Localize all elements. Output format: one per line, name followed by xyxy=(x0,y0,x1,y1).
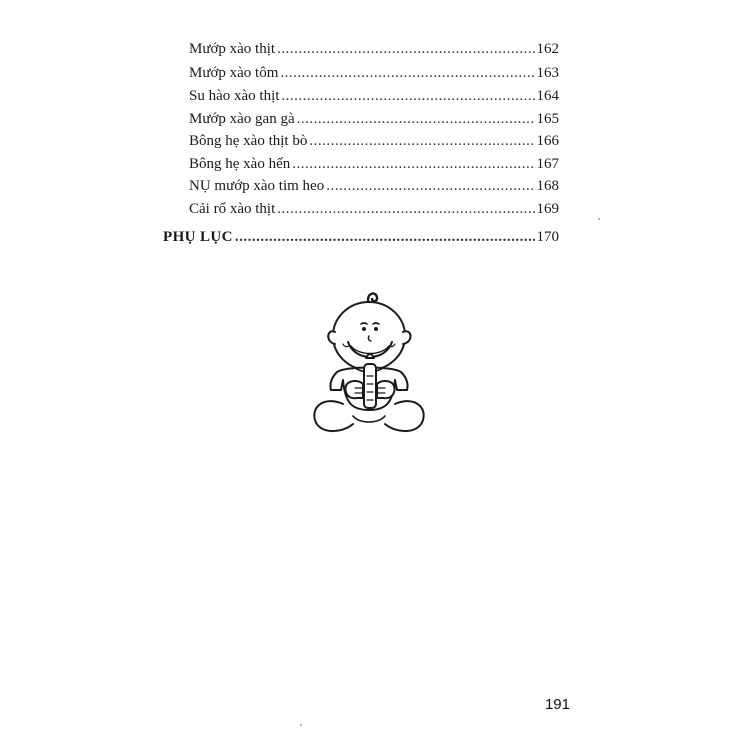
toc-entry xyxy=(189,155,559,173)
paper-speck xyxy=(300,724,302,726)
toc-section-entry xyxy=(163,228,559,246)
toc-entry-label: Cải rổ xào thịt xyxy=(189,201,276,217)
dot-leader xyxy=(309,132,534,150)
toc-entry xyxy=(189,177,559,195)
dot-leader xyxy=(280,64,534,82)
toc-entry-label: Mướp xào thịt xyxy=(189,41,276,57)
toc-entry xyxy=(189,200,559,218)
toc-entry-label: Bông hẹ xào hến xyxy=(189,156,291,172)
dot-leader xyxy=(326,177,534,195)
toc-entry-label: Su hào xào thịt xyxy=(189,88,280,104)
dot-leader xyxy=(277,40,534,58)
toc-entry-page: 165 xyxy=(536,111,559,127)
table-of-contents xyxy=(0,0,750,260)
dot-leader xyxy=(235,228,535,246)
toc-entry-label: Mướp xào gan gà xyxy=(189,111,295,127)
toc-entry-page: 167 xyxy=(536,156,559,172)
dot-leader xyxy=(281,87,534,105)
toc-entry-page: 164 xyxy=(536,88,559,104)
dot-leader xyxy=(277,200,534,218)
toc-entry xyxy=(189,40,559,58)
toc-entry xyxy=(189,87,559,105)
dot-leader xyxy=(297,110,535,128)
toc-entry-page: 169 xyxy=(536,201,559,217)
toc-entry-page: 168 xyxy=(536,178,559,194)
page-number: 191 xyxy=(544,696,570,713)
toc-entry xyxy=(189,132,559,150)
paper-speck xyxy=(598,218,600,220)
toc-entry xyxy=(189,64,559,82)
toc-entry-label: NỤ mướp xào tim heo xyxy=(189,178,325,194)
toc-section-label: PHỤ LỤC xyxy=(163,229,233,245)
dot-leader xyxy=(292,155,534,173)
toc-entry xyxy=(189,110,559,128)
toc-entry-label: Bông hẹ xào thịt bò xyxy=(189,133,308,149)
toc-entry-label: Mướp xào tôm xyxy=(189,65,279,81)
toc-entry-page: 162 xyxy=(536,41,559,57)
toc-entry-page: 163 xyxy=(536,65,559,81)
toc-entry-page: 166 xyxy=(536,133,559,149)
baby-with-bottle-icon xyxy=(303,286,438,440)
toc-section-page: 170 xyxy=(536,229,559,245)
